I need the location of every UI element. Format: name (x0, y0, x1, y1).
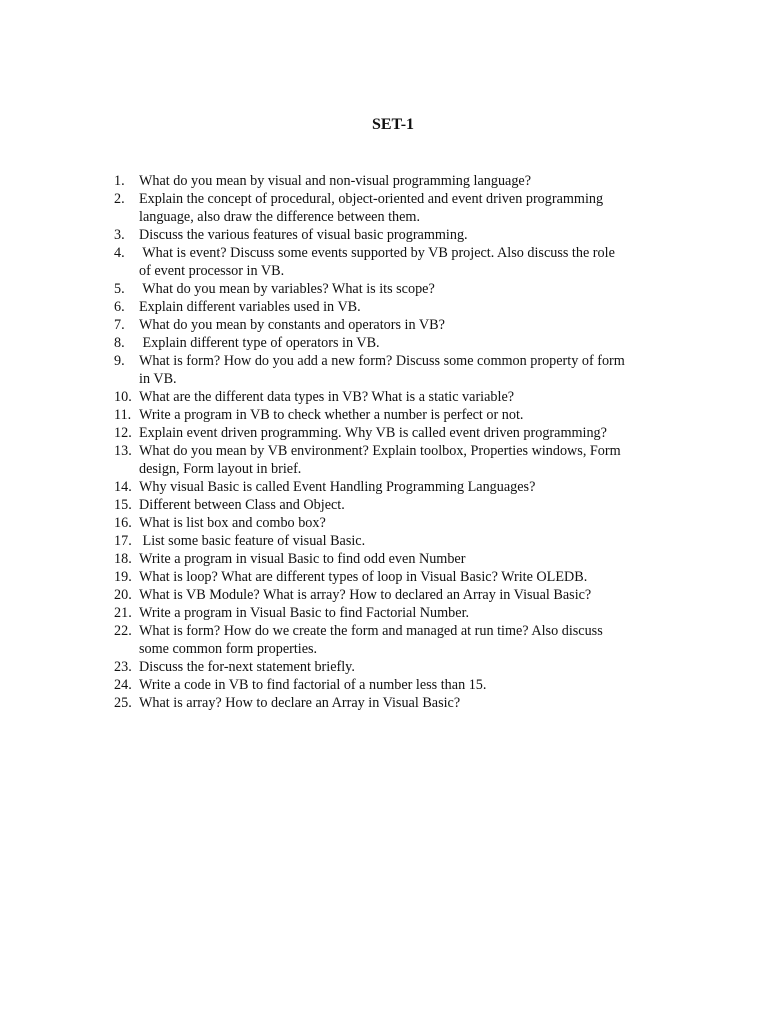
question-text-line: Write a program in visual Basic to find odd even Number (139, 551, 466, 567)
question-item (114, 604, 674, 622)
question-text (139, 244, 674, 280)
question-text-line: What do you mean by constants and operators in VB? (139, 317, 445, 333)
question-number: 8. (114, 335, 125, 351)
question-item (114, 658, 674, 676)
question-number: 7. (114, 317, 125, 333)
question-item (114, 532, 674, 550)
question-number: 19. (114, 569, 132, 585)
question-text-line: What is form? How do you add a new form? Discuss some common property of form (139, 353, 625, 369)
question-text (139, 190, 674, 226)
question-text (139, 334, 674, 352)
question-text (139, 406, 674, 424)
question-item (114, 586, 674, 604)
question-item (114, 388, 674, 406)
question-text-line: of event processor in VB. (139, 263, 285, 279)
question-text-line: What is event? Discuss some events supported by VB project. Also discuss the role (139, 245, 615, 261)
question-number: 10. (114, 389, 132, 405)
question-number: 24. (114, 677, 132, 693)
question-number: 11. (114, 407, 132, 423)
question-text-line: What do you mean by VB environment? Explain toolbox, Properties windows, Form (139, 443, 621, 459)
question-number: 22. (114, 623, 132, 639)
question-item (114, 334, 674, 352)
question-text-line: Discuss the various features of visual basic programming. (139, 227, 468, 243)
question-item (114, 694, 674, 712)
question-item (114, 424, 674, 442)
question-number: 4. (114, 245, 125, 261)
question-number: 2. (114, 191, 125, 207)
question-text-line: Write a code in VB to find factorial of a number less than 15. (139, 677, 487, 693)
question-number: 13. (114, 443, 132, 459)
question-text (139, 478, 674, 496)
question-text (139, 172, 674, 190)
question-text (139, 604, 674, 622)
question-item (114, 496, 674, 514)
question-text-line: What are the different data types in VB? What is a static variable? (139, 389, 515, 405)
question-text (139, 298, 674, 316)
question-text (139, 568, 674, 586)
question-text-line: Different between Class and Object. (139, 497, 345, 513)
question-number: 3. (114, 227, 125, 243)
question-number: 6. (114, 299, 125, 315)
question-text (139, 676, 674, 694)
question-number: 17. (114, 533, 132, 549)
question-list (114, 172, 674, 712)
question-text-line: design, Form layout in brief. (139, 461, 302, 477)
question-text (139, 424, 674, 442)
question-item (114, 226, 674, 244)
question-text-line: some common form properties. (139, 641, 318, 657)
question-text-line: Explain the concept of procedural, object-oriented and event driven programming (139, 191, 604, 207)
question-text-line: Explain event driven programming. Why VB is called event driven programming? (139, 425, 607, 441)
question-number: 15. (114, 497, 132, 513)
question-text-line: What do you mean by visual and non-visual programming language? (139, 173, 532, 189)
question-number: 20. (114, 587, 132, 603)
question-number: 9. (114, 353, 125, 369)
page-title: SET-1 (371, 116, 415, 133)
question-text (139, 532, 674, 550)
question-number: 21. (114, 605, 132, 621)
question-text (139, 514, 674, 532)
question-text (139, 550, 674, 568)
question-text (139, 658, 674, 676)
question-item (114, 190, 674, 226)
question-item (114, 172, 674, 190)
question-text-line: Explain different type of operators in VB. (139, 335, 380, 351)
question-number: 5. (114, 281, 125, 297)
question-text (139, 226, 674, 244)
question-text (139, 280, 674, 298)
question-text-line: in VB. (139, 371, 177, 387)
question-text-line: Why visual Basic is called Event Handling Programming Languages? (139, 479, 536, 495)
question-item (114, 406, 674, 424)
question-number: 12. (114, 425, 132, 441)
question-item (114, 316, 674, 334)
question-number: 25. (114, 695, 132, 711)
question-text (139, 496, 674, 514)
question-item (114, 352, 674, 388)
question-text-line: Write a program in VB to check whether a number is perfect or not. (139, 407, 524, 423)
question-text-line: List some basic feature of visual Basic. (139, 533, 366, 549)
question-number: 14. (114, 479, 132, 495)
question-text-line: What is loop? What are different types of loop in Visual Basic? Write OLEDB. (139, 569, 588, 585)
question-item (114, 568, 674, 586)
question-text (139, 388, 674, 406)
question-item (114, 442, 674, 478)
question-item (114, 550, 674, 568)
question-text (139, 586, 674, 604)
question-text (139, 442, 674, 478)
question-text-line: Write a program in Visual Basic to find Factorial Number. (139, 605, 470, 621)
question-number: 16. (114, 515, 132, 531)
question-text-line: language, also draw the difference between them. (139, 209, 420, 225)
question-text (139, 622, 674, 658)
question-item (114, 244, 674, 280)
question-text (139, 352, 674, 388)
question-text-line: Explain different variables used in VB. (139, 299, 361, 315)
question-number: 18. (114, 551, 132, 567)
question-text-line: What is array? How to declare an Array in Visual Basic? (139, 695, 461, 711)
question-item (114, 478, 674, 496)
question-item (114, 514, 674, 532)
question-text-line: What is list box and combo box? (139, 515, 326, 531)
question-item (114, 676, 674, 694)
question-item (114, 280, 674, 298)
question-text-line: What do you mean by variables? What is its scope? (139, 281, 435, 297)
question-text (139, 316, 674, 334)
question-text-line: Discuss the for-next statement briefly. (139, 659, 355, 675)
question-text-line: What is form? How do we create the form and managed at run time? Also discuss (139, 623, 603, 639)
question-item (114, 622, 674, 658)
question-number: 23. (114, 659, 132, 675)
question-number: 1. (114, 173, 125, 189)
question-item (114, 298, 674, 316)
question-text-line: What is VB Module? What is array? How to declared an Array in Visual Basic? (139, 587, 592, 603)
question-text (139, 694, 674, 712)
